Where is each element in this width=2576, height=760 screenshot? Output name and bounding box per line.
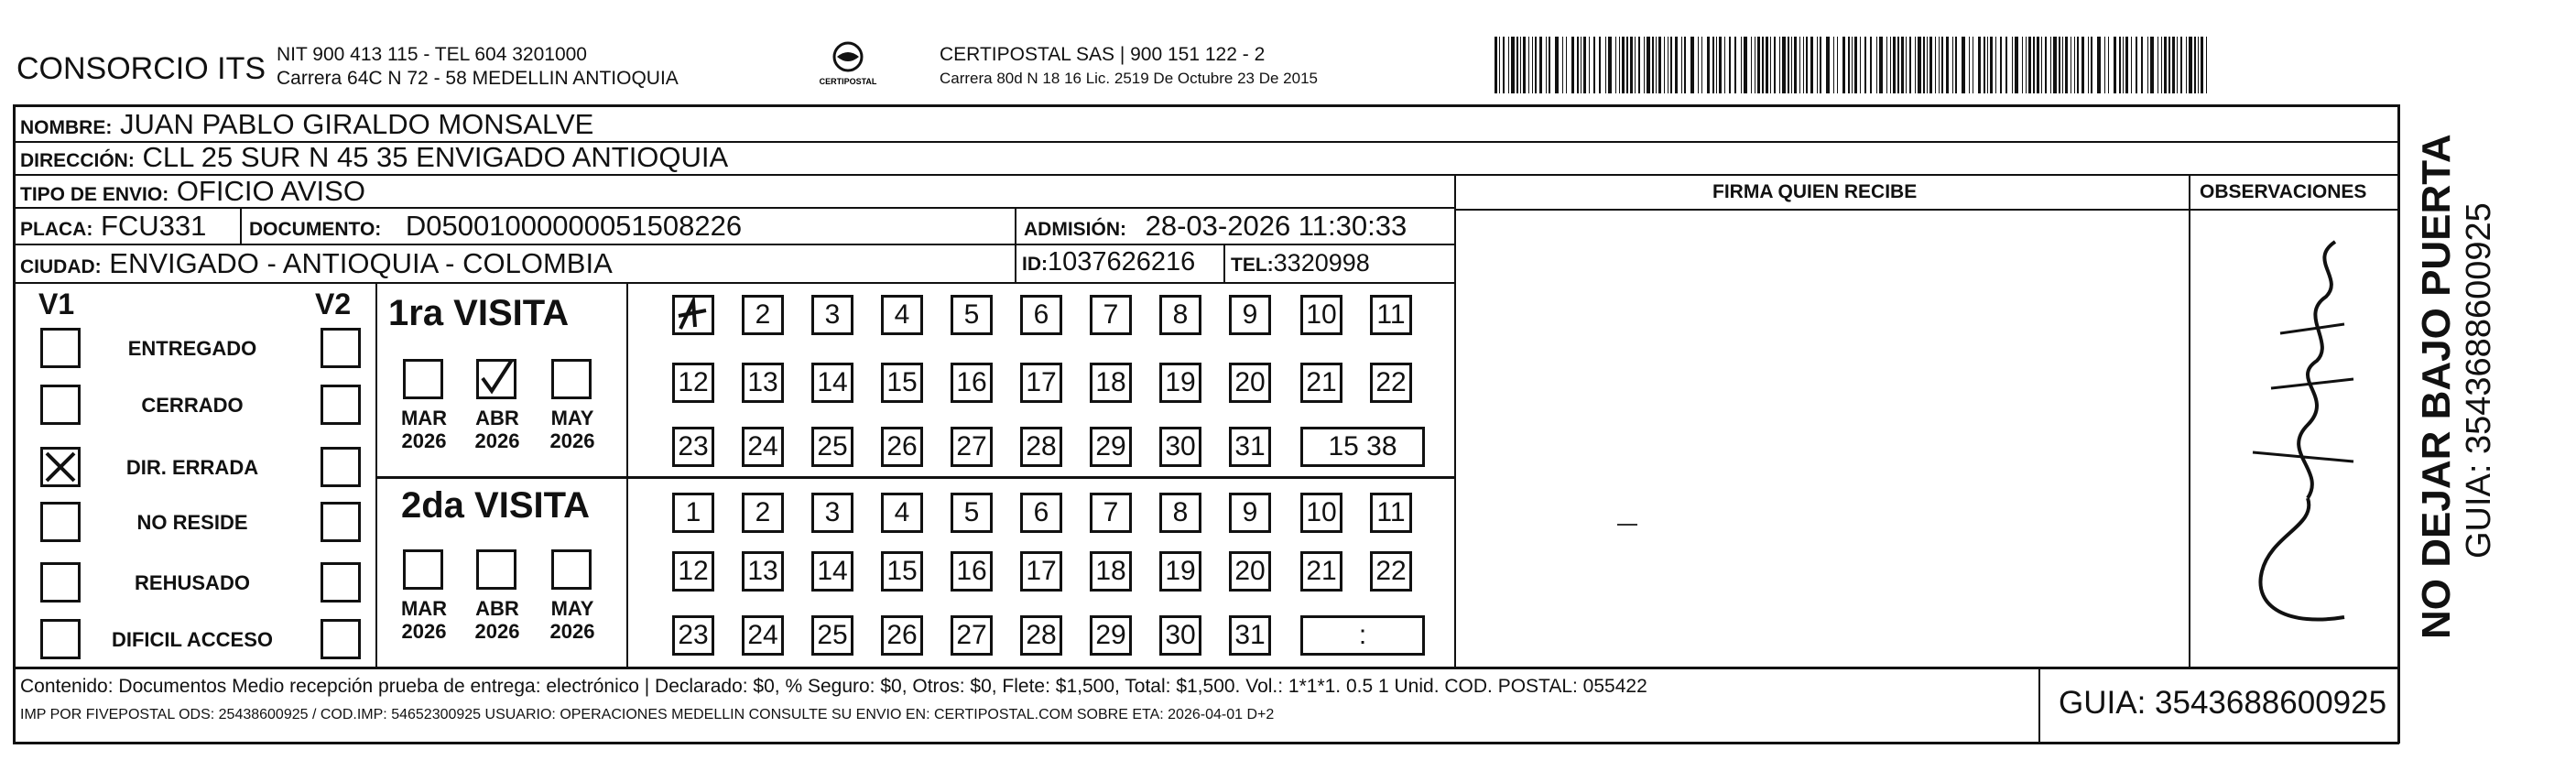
firma-heading: FIRMA QUIEN RECIBE [1712,181,1918,202]
status-label: REHUSADO [135,571,250,594]
nombre-row [20,108,593,141]
certipostal-logo [813,40,883,92]
direccion-row [20,141,728,174]
month-year: 2026 [549,429,595,452]
visit2-day-box[interactable]: 29 [1090,615,1132,656]
logo-text: CERTIPOSTAL [819,77,877,86]
signature [2198,223,2390,654]
visit2-title: 2da VISITA [401,485,590,526]
visit1-day-box[interactable]: 6 [1020,295,1062,335]
visit2-day-box[interactable]: 6 [1020,493,1062,533]
visit1-day-box[interactable]: 25 [811,427,853,467]
nombre-label: NOMBRE: [20,117,113,138]
visit1-day-box[interactable]: 4 [881,295,923,335]
status-v2-checkbox[interactable] [321,447,361,487]
visit1-day-box[interactable]: 24 [742,427,784,467]
status-label: DIFICIL ACCESO [111,628,273,651]
v2-header: V2 [315,288,352,320]
visit1-day-box[interactable]: 22 [1370,363,1412,403]
visit2-day-box[interactable]: 20 [1229,551,1271,592]
visit2-day-box[interactable]: 12 [672,551,714,592]
placa-row [20,210,206,243]
visit1-day-box[interactable]: 12 [672,363,714,403]
tel-label: TEL: [1231,255,1274,276]
status-label: ENTREGADO [127,337,257,360]
status-v1-checkbox[interactable] [40,502,81,542]
month-year: 2026 [474,620,520,643]
documento-row [249,210,742,243]
visit1-day-box[interactable]: 19 [1159,363,1201,403]
visit1-day-box[interactable]: 13 [742,363,784,403]
status-v1-checkbox[interactable] [40,619,81,659]
visit2-month-label [540,597,604,643]
visit2-day-box[interactable]: 27 [951,615,993,656]
visit2-day-box[interactable]: 23 [672,615,714,656]
barcode [1495,37,2216,93]
visit1-title: 1ra VISITA [388,293,570,333]
visit1-day-box[interactable]: 26 [881,427,923,467]
visit2-day-box[interactable]: 1 [672,493,714,533]
visit1-time-field[interactable]: 15 38 [1300,427,1425,467]
visit1-day-box[interactable]: 23 [672,427,714,467]
status-v1-checkbox[interactable] [40,385,81,425]
visit2-day-box[interactable]: 11 [1370,493,1412,533]
company-address: Carrera 64C N 72 - 58 MEDELLIN ANTIOQUIA [277,68,679,89]
certipostal-license: Carrera 80d N 18 16 Lic. 2519 De Octubre 23 De 2015 [940,70,1318,87]
month-name: MAY [550,407,594,429]
status-v2-checkbox[interactable] [321,502,361,542]
side-warning: NO DEJAR BAJO PUERTA [2414,134,2459,639]
certipostal-info: CERTIPOSTAL SAS | 900 151 122 - 2 [940,44,1266,65]
visit2-day-box[interactable]: 14 [811,551,853,592]
visit2-day-box[interactable]: 26 [881,615,923,656]
month-year: 2026 [401,620,447,643]
visit2-day-box[interactable]: 4 [881,493,923,533]
company-nit-tel: NIT 900 413 115 - TEL 604 3201000 [277,44,587,65]
ciudad-value: ENVIGADO - ANTIOQUIA - COLOMBIA [109,247,613,279]
v1-header: V1 [38,288,75,320]
visit1-day-box[interactable]: 20 [1229,363,1271,403]
visit1-day-box[interactable]: 28 [1020,427,1062,467]
month-name: MAR [400,407,448,429]
month-year: 2026 [474,429,520,452]
visit2-day-box[interactable]: 22 [1370,551,1412,592]
status-v1-checkbox[interactable] [40,447,81,487]
visit2-day-box[interactable]: 5 [951,493,993,533]
month-name: MAR [400,597,448,620]
tipo-label: TIPO DE ENVIO: [20,184,169,205]
visit1-day-box[interactable]: 31 [1229,427,1271,467]
visit2-day-box[interactable]: 31 [1229,615,1271,656]
visit1-day-box[interactable]: 16 [951,363,993,403]
stray-mark [1617,524,1637,526]
visit1-month-checkbox[interactable] [476,359,516,399]
footer-print-info: IMP POR FIVEPOSTAL ODS: 25438600925 / COD.IMP: 54652300925 USUARIO: OPERACIONES MEDELLIN CONSULTE SU ENVIO EN: CERTIPOSTAL.COM SOBRE ETA: 2026-04-01 D+2 [20,707,1275,722]
visit2-day-box[interactable]: 25 [811,615,853,656]
admision-label: ADMISIÓN: [1024,219,1126,240]
visit2-day-box[interactable]: 21 [1300,551,1342,592]
tel-row [1231,249,1370,277]
visit1-day-box[interactable]: 29 [1090,427,1132,467]
footer-contents: Contenido: Documentos Medio recepción prueba de entrega: electrónico | Declarado: $0, % Seguro: $0, Otros: $0, Flete: $1,500, Total: $1,500. Vol.: 1*1*1. 0.5 1 Unid. COD. POSTAL: 055422 [20,676,1647,697]
status-v2-checkbox[interactable] [321,385,361,425]
company-name: CONSORCIO ITS [16,51,266,86]
admision-row [1024,210,1407,243]
visit2-day-box[interactable]: 17 [1020,551,1062,592]
side-guia: GUIA: 3543688600925 [2460,202,2498,559]
status-v2-checkbox[interactable] [321,328,361,368]
visit2-day-box[interactable]: 10 [1300,493,1342,533]
visit2-day-box[interactable]: 24 [742,615,784,656]
visit1-month-checkbox[interactable] [403,359,443,399]
month-name: MAY [550,597,594,620]
direccion-value: CLL 25 SUR N 45 35 ENVIGADO ANTIOQUIA [142,141,729,173]
visit2-day-box[interactable]: 8 [1159,493,1201,533]
visit1-month-label [540,407,604,452]
id-row [1022,247,1195,277]
direccion-label: DIRECCIÓN: [20,150,135,171]
visit2-month-checkbox[interactable] [476,549,516,590]
visit2-day-box[interactable]: 15 [881,551,923,592]
visit1-day-box[interactable]: 18 [1090,363,1132,403]
placa-value: FCU331 [100,210,207,242]
tipo-row [20,175,365,208]
visit1-month-checkbox[interactable] [551,359,592,399]
tipo-value: OFICIO AVISO [176,175,365,207]
visit1-day-box[interactable]: 11 [1370,295,1412,335]
visit1-day-box[interactable]: 9 [1229,295,1271,335]
visit2-day-box[interactable]: 3 [811,493,853,533]
status-v1-checkbox[interactable] [40,562,81,603]
visit1-month-label [392,407,456,452]
visit1-day-box[interactable]: 8 [1159,295,1201,335]
visit1-day-box[interactable]: 14 [811,363,853,403]
visit1-day-box[interactable]: 15 [881,363,923,403]
visit1-day-box[interactable]: 3 [811,295,853,335]
visit1-day-box[interactable]: 21 [1300,363,1342,403]
visit2-day-box[interactable]: 19 [1159,551,1201,592]
visit1-day-box[interactable]: 27 [951,427,993,467]
documento-label: DOCUMENTO: [249,219,382,240]
id-value: 1037626216 [1048,247,1196,277]
visit2-day-box[interactable]: 28 [1020,615,1062,656]
visit2-month-label [465,597,529,643]
ciudad-label: CIUDAD: [20,256,102,277]
ciudad-row [20,247,613,280]
status-v2-checkbox[interactable] [321,562,361,603]
month-year: 2026 [549,620,595,643]
month-year: 2026 [401,429,447,452]
visit1-day-box[interactable]: 17 [1020,363,1062,403]
visit1-month-label [465,407,529,452]
visit2-month-checkbox[interactable] [551,549,592,590]
placa-label: PLACA: [20,219,93,240]
documento-value: D05001000000051508226 [405,210,743,242]
observaciones-heading: OBSERVACIONES [2200,181,2367,202]
visit2-time-field[interactable]: : [1300,615,1425,656]
visit2-day-box[interactable]: 16 [951,551,993,592]
status-label: DIR. ERRADA [125,456,259,479]
visit2-day-box[interactable]: 13 [742,551,784,592]
visit2-day-box[interactable]: 2 [742,493,784,533]
visit2-day-box[interactable]: 7 [1090,493,1132,533]
tel-value: 3320998 [1273,249,1370,277]
visit1-day-box[interactable]: 7 [1090,295,1132,335]
visit2-month-checkbox[interactable] [403,549,443,590]
visit1-day-box[interactable]: 2 [742,295,784,335]
visit1-day-box[interactable]: 30 [1159,427,1201,467]
nombre-value: JUAN PABLO GIRALDO MONSALVE [119,108,594,140]
visit1-day-box[interactable]: 5 [951,295,993,335]
status-v1-checkbox[interactable] [40,328,81,368]
visit1-day-box[interactable]: 10 [1300,295,1342,335]
month-name: ABR [475,407,519,429]
visit2-day-box[interactable]: 30 [1159,615,1201,656]
status-label: CERRADO [141,394,244,417]
visit2-day-box[interactable]: 18 [1090,551,1132,592]
visit2-day-box[interactable]: 9 [1229,493,1271,533]
month-name: ABR [475,597,519,620]
status-label: NO RESIDE [136,511,248,534]
status-v2-checkbox[interactable] [321,619,361,659]
visit2-month-label [392,597,456,643]
admision-value: 28-03-2026 11:30:33 [1145,210,1408,242]
visit1-day-box[interactable] [672,295,714,335]
id-label: ID: [1022,254,1048,275]
footer-guia: GUIA: 3543688600925 [2059,685,2387,721]
